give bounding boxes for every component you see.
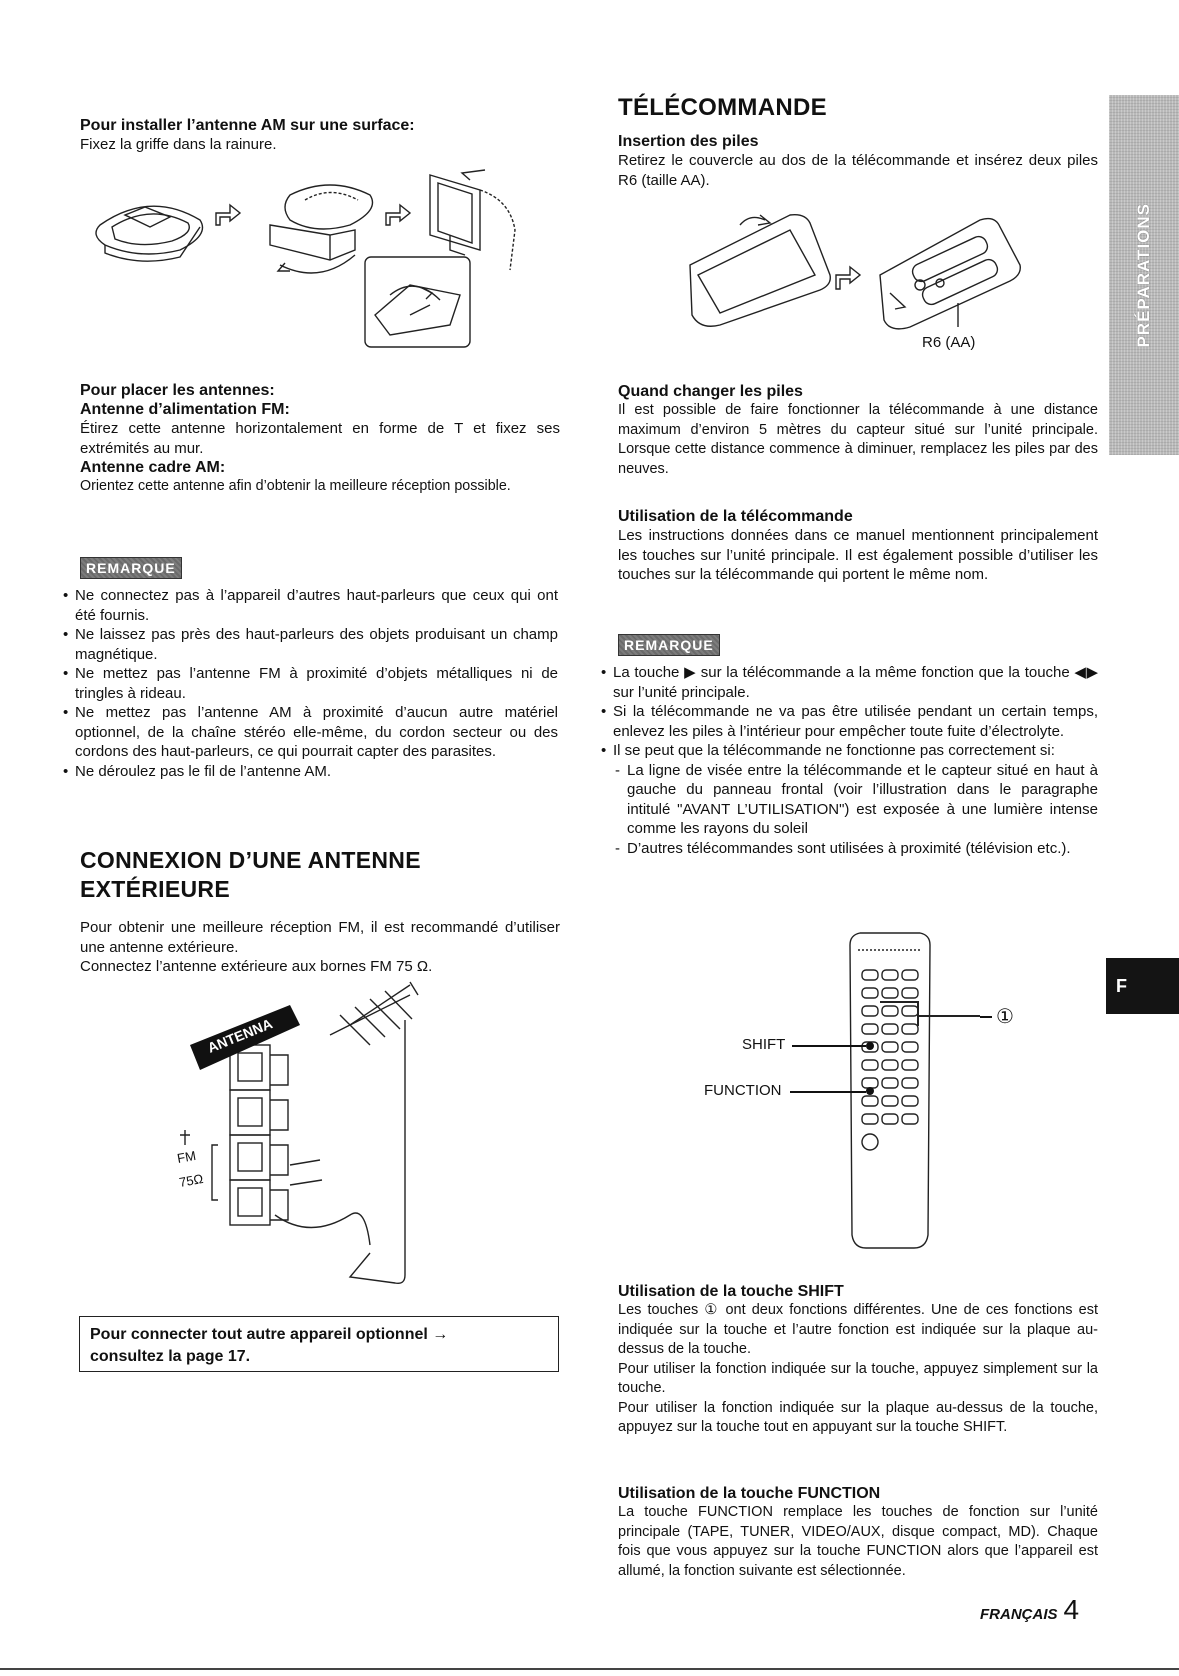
preparations-label: PRÉPARATIONS	[1134, 202, 1153, 348]
callout-line	[980, 1016, 992, 1018]
callout-label: ①	[996, 1006, 1014, 1028]
connexion-title-line1: CONNEXION D’UNE ANTENNE	[80, 847, 421, 873]
f-tab-label: F	[1116, 975, 1127, 996]
right-remarks	[600, 663, 1098, 858]
list-item: • Ne laissez pas près des haut-parleurs des objets produisant un champ magnétique.	[62, 625, 558, 664]
remarque-label: REMARQUE	[618, 634, 720, 656]
function-label: FUNCTION	[704, 1082, 782, 1099]
am-antenna-text: Orientez cette antenne afin d’obtenir la meilleure réception possible.	[80, 478, 511, 494]
function-heading: Utilisation de la touche FUNCTION	[618, 1485, 881, 1502]
shift-p3: Pour utiliser la fonction indiquée sur la plaque au-dessus de la touche, appuyez sur la touche tout en appuyant sur la touche SHIFT.	[618, 1399, 1098, 1435]
utilisation-section	[618, 507, 1098, 585]
am-install-section	[80, 116, 560, 155]
function-text: La touche FUNCTION remplace les touches de fonction sur l’unité principale (TAPE, TUNER, VIDEO/AUX, disque compact, MD). Chaque fois que vous appuyez sur la touche FUNCTION alors que l’appareil est allumé, la fonction suivante est sélectionnée.	[618, 1504, 1098, 1579]
right-remarque-badge	[618, 634, 720, 656]
footer	[980, 1594, 1079, 1626]
preparations-side-tab	[1109, 95, 1179, 455]
remote-buttons	[862, 970, 918, 1150]
am-install-heading: Pour installer l’antenne AM sur une surface:	[80, 117, 415, 134]
function-leader-line	[790, 1091, 866, 1093]
function-section	[618, 1484, 1098, 1581]
box-text-line2: consultez la page 17.	[90, 1348, 251, 1365]
shift-heading: Utilisation de la touche SHIFT	[618, 1283, 844, 1300]
outdoor-antenna-illustration	[150, 985, 450, 1285]
list-item: • Ne déroulez pas le fil de l’antenne AM.	[62, 762, 558, 782]
fm-terminal-label: FM	[175, 1147, 198, 1166]
list-item: • Ne mettez pas l’antenne AM à proximité d’aucun autre matériel optionnel, de la chaîne stéréo elle-même, du cordon secteur ou des cordons des haut-parleurs, ce qui pourrait capter des parasites.	[62, 703, 558, 762]
box-text-line1: Pour connecter tout autre appareil optionnel →	[90, 1326, 449, 1343]
connexion-section	[80, 846, 560, 977]
remarque-label: REMARQUE	[80, 557, 182, 579]
list-item: • Si la télécommande ne va pas être utilisée pendant un certain temps, enlevez les piles à l’intérieur pour empêcher toute fuite d’électrolyte.	[600, 702, 1098, 741]
insertion-text: Retirez le couvercle au dos de la télécommande et insérez deux piles R6 (taille AA).	[618, 152, 1098, 189]
battery-insertion-illustration	[680, 205, 1040, 355]
telecommande-title: TÉLÉCOMMANDE	[618, 94, 827, 121]
left-remarque-badge	[80, 557, 182, 579]
am-antenna-heading: Antenne cadre AM:	[80, 459, 226, 476]
quand-heading: Quand changer les piles	[618, 383, 803, 400]
remote-control-illustration	[840, 930, 940, 1250]
connexion-text1: Pour obtenir une meilleure réception FM, il est recommandé d’utiliser une antenne extérieure.	[80, 919, 560, 956]
connexion-title-line2: EXTÉRIEURE	[80, 876, 230, 902]
right-sub-remarks-list	[600, 761, 1098, 859]
shift-p2: Pour utiliser la fonction indiquée sur la touche, appuyez simplement sur la touche.	[618, 1360, 1098, 1396]
ohm-label: 75Ω	[177, 1170, 205, 1190]
f-section-tab	[1106, 958, 1179, 1014]
list-item: • Ne connectez pas à l’appareil d’autres haut-parleurs que ceux qui ont été fournis.	[62, 586, 558, 625]
shift-p1: Les touches ① ont deux fonctions différentes. Une de ces fonctions est indiquée sur la touche et l’autre fonction est indiquée sur la plaque au-dessus de la touche.	[618, 1302, 1098, 1357]
antenna-banner-label: ANTENNA	[205, 1015, 275, 1056]
am-install-text: Fixez la griffe dans la rainure.	[80, 136, 277, 153]
battery-label: R6 (AA)	[922, 334, 976, 351]
list-item: - La ligne de visée entre la télécommande et le capteur situé en haut à gauche du panneau frontal (voir l’illustration dans le paragraphe intitulé "AVANT L’UTILISATION") est exposée à une lumière intense comme les rayons du soleil	[614, 761, 1098, 839]
am-antenna-illustration	[90, 175, 560, 375]
placement-heading: Pour placer les antennes:	[80, 382, 275, 399]
utilisation-text: Les instructions données dans ce manuel mentionnent principalement les touches sur l’unité principale. Il est également possible d’utiliser les touches sur la télécommande qui portent le même nom.	[618, 527, 1098, 583]
fm-antenna-text: Étirez cette antenne horizontalement en forme de T et fixez ses extrémités au mur.	[80, 420, 560, 457]
quand-text: Il est possible de faire fonctionner la télécommande à une distance maximum d’environ 5 mètres du capteur situé sur l’unité principale. Lorsque cette distance commence à diminuer, remplacez les piles par des neuves.	[618, 402, 1098, 477]
list-item: • La touche ▶ sur la télécommande a la même fonction que la touche ◀▶ sur l’unité principale.	[600, 663, 1098, 702]
shift-section	[618, 1282, 1098, 1438]
page-number: 4	[1063, 1594, 1080, 1625]
shift-label: SHIFT	[742, 1036, 786, 1053]
fm-antenna-heading: Antenne d’alimentation FM:	[80, 401, 290, 418]
connexion-text2: Connectez l’antenne extérieure aux bornes FM 75 Ω.	[80, 958, 433, 975]
footer-language: FRANÇAIS	[980, 1606, 1058, 1623]
telecommande-section	[618, 93, 1098, 190]
optional-device-box	[79, 1316, 559, 1372]
list-item: • Il se peut que la télécommande ne fonctionne pas correctement si:	[600, 741, 1098, 761]
shift-leader-line	[792, 1045, 866, 1047]
utilisation-heading: Utilisation de la télécommande	[618, 508, 853, 525]
right-remarks-list	[600, 663, 1098, 761]
bottom-rule	[0, 1668, 1179, 1670]
left-remarks-list	[62, 586, 558, 781]
list-item: - D’autres télécommandes sont utilisées à proximité (télévision etc.).	[614, 839, 1098, 859]
list-item: • Ne mettez pas l’antenne FM à proximité d’objets métalliques ni de tringles à rideau.	[62, 664, 558, 703]
placement-section	[80, 381, 560, 497]
quand-section	[618, 382, 1098, 479]
insertion-heading: Insertion des piles	[618, 133, 759, 150]
